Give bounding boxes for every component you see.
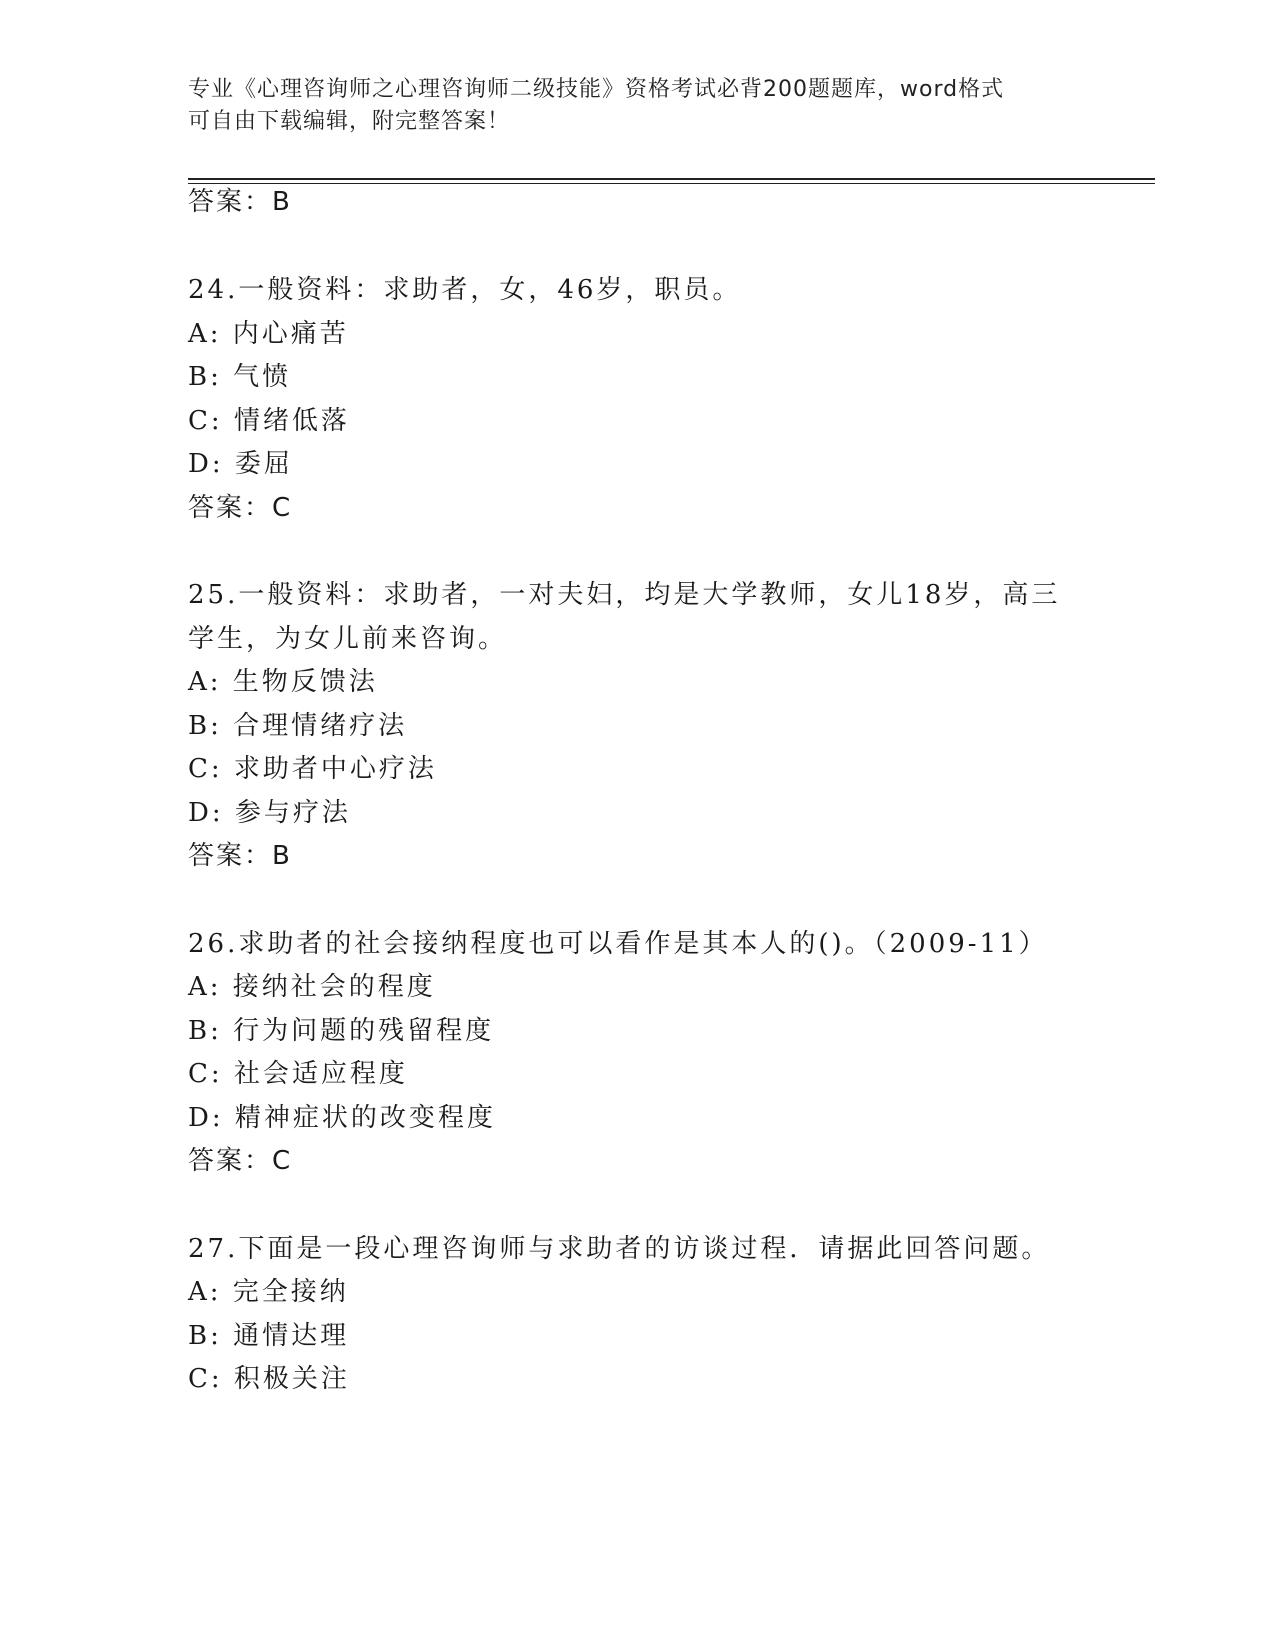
question-text: 25.一般资料：求助者，一对夫妇，均是大学教师，女儿18岁，高三 bbox=[188, 580, 1061, 610]
answer-label: 答案：B bbox=[188, 187, 292, 217]
option-b: B: 合理情绪疗法 bbox=[188, 711, 408, 741]
option-c: C: 求助者中心疗法 bbox=[188, 754, 437, 784]
option-a: A: 内心痛苦 bbox=[188, 319, 349, 349]
option-c: C: 积极关注 bbox=[188, 1364, 350, 1394]
question-text: 26.求助者的社会接纳程度也可以看作是其本人的()。（2009-11） bbox=[188, 929, 1048, 959]
option-b: B: 行为问题的残留程度 bbox=[188, 1016, 495, 1046]
option-d: D: 参与疗法 bbox=[188, 798, 351, 828]
option-a: A: 生物反馈法 bbox=[188, 667, 378, 697]
header-line-1: 专业《心理咨询师之心理咨询师二级技能》资格考试必背200题题库，word格式 bbox=[188, 77, 1005, 102]
question-text: 24.一般资料：求助者，女，46岁，职员。 bbox=[188, 275, 742, 305]
page-header bbox=[188, 74, 1068, 138]
option-a: A: 接纳社会的程度 bbox=[188, 972, 436, 1002]
question-text-continued: 学生，为女儿前来咨询。 bbox=[188, 624, 508, 654]
answer-label: 答案：C bbox=[188, 1146, 293, 1176]
answer-label: 答案：B bbox=[188, 841, 292, 871]
header-divider bbox=[188, 178, 1155, 180]
answer-label: 答案：C bbox=[188, 493, 293, 523]
question-text: 27.下面是一段心理咨询师与求助者的访谈过程．请据此回答问题。 bbox=[188, 1234, 1051, 1264]
option-d: D: 委屈 bbox=[188, 449, 293, 479]
option-a: A: 完全接纳 bbox=[188, 1277, 349, 1307]
option-b: B: 通情达理 bbox=[188, 1321, 350, 1351]
option-c: C: 情绪低落 bbox=[188, 406, 350, 436]
option-b: B: 气愤 bbox=[188, 362, 292, 392]
option-c: C: 社会适应程度 bbox=[188, 1059, 408, 1089]
header-divider-thin bbox=[188, 183, 1155, 184]
header-line-2: 可自由下载编辑，附完整答案！ bbox=[188, 109, 511, 134]
option-d: D: 精神症状的改变程度 bbox=[188, 1103, 496, 1133]
